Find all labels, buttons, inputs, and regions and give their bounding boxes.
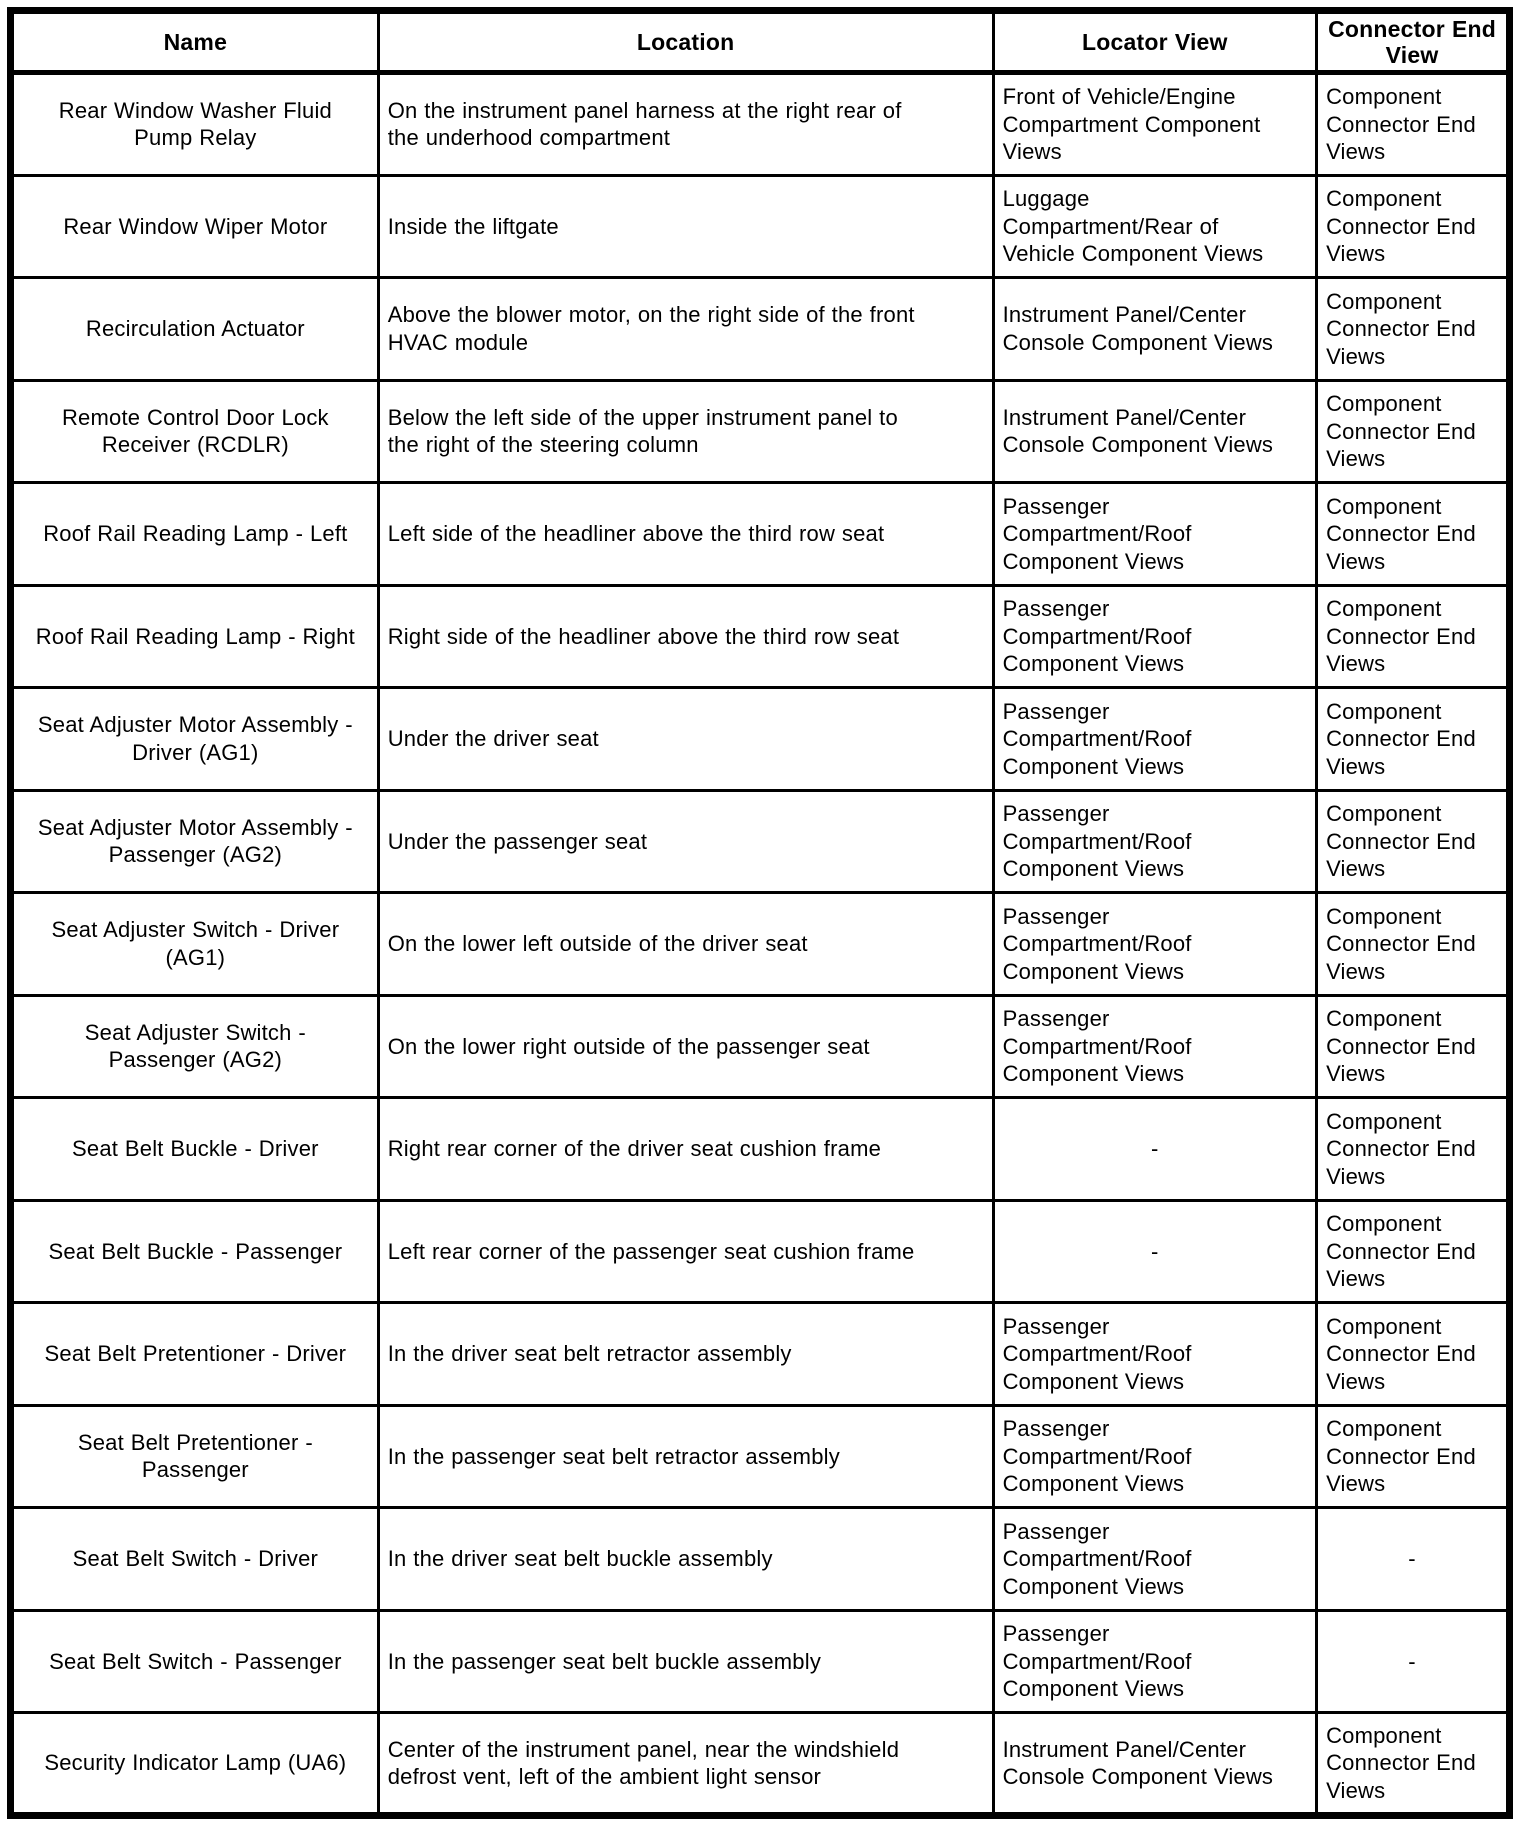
cell-location: Under the passenger seat [378, 790, 993, 893]
cell-connector-end-view: Component Connector End Views [1317, 1098, 1510, 1201]
cell-connector-end-view: Component Connector End Views [1317, 1405, 1510, 1508]
cell-locator-view: Passenger Compartment/Roof Component Views [993, 1405, 1317, 1508]
cell-name: Seat Adjuster Switch - Driver (AG1) [11, 893, 379, 996]
table-body [11, 73, 1510, 1816]
cell-name: Seat Adjuster Switch - Passenger (AG2) [11, 995, 379, 1098]
cell-name: Seat Belt Pretentioner - Driver [11, 1303, 379, 1406]
cell-locator-view: Passenger Compartment/Roof Component Views [993, 1303, 1317, 1406]
cell-locator-view: Passenger Compartment/Roof Component Views [993, 893, 1317, 996]
table-row [11, 278, 1510, 381]
cell-locator-view: Passenger Compartment/Roof Component Views [993, 483, 1317, 586]
cell-location: On the lower left outside of the driver seat [378, 893, 993, 996]
cell-connector-end-view: - [1317, 1610, 1510, 1713]
table-header-row [11, 11, 1510, 73]
cell-locator-view: Front of Vehicle/Engine Compartment Component Views [993, 73, 1317, 176]
cell-location: Left side of the headliner above the third row seat [378, 483, 993, 586]
table-row [11, 585, 1510, 688]
cell-location: In the driver seat belt buckle assembly [378, 1508, 993, 1611]
table-row [11, 688, 1510, 791]
cell-location: Right rear corner of the driver seat cushion frame [378, 1098, 993, 1201]
cell-name: Seat Adjuster Motor Assembly - Passenger (AG2) [11, 790, 379, 893]
cell-locator-view: Instrument Panel/Center Console Component Views [993, 1713, 1317, 1816]
cell-location: Under the driver seat [378, 688, 993, 791]
table-row [11, 380, 1510, 483]
table-row [11, 1713, 1510, 1816]
cell-locator-view: Instrument Panel/Center Console Component Views [993, 380, 1317, 483]
cell-connector-end-view: Component Connector End Views [1317, 380, 1510, 483]
cell-locator-view: Passenger Compartment/Roof Component Views [993, 585, 1317, 688]
cell-connector-end-view: Component Connector End Views [1317, 1713, 1510, 1816]
cell-connector-end-view: Component Connector End Views [1317, 483, 1510, 586]
cell-name: Seat Belt Pretentioner - Passenger [11, 1405, 379, 1508]
cell-connector-end-view: Component Connector End Views [1317, 175, 1510, 278]
column-header-name: Name [11, 11, 379, 73]
cell-name: Seat Belt Buckle - Driver [11, 1098, 379, 1201]
cell-name: Seat Belt Buckle - Passenger [11, 1200, 379, 1303]
cell-connector-end-view: Component Connector End Views [1317, 688, 1510, 791]
cell-location: Left rear corner of the passenger seat cushion frame [378, 1200, 993, 1303]
cell-locator-view: Passenger Compartment/Roof Component Views [993, 995, 1317, 1098]
cell-connector-end-view: Component Connector End Views [1317, 73, 1510, 176]
cell-connector-end-view: Component Connector End Views [1317, 278, 1510, 381]
table-row [11, 1303, 1510, 1406]
cell-locator-view: Passenger Compartment/Roof Component Views [993, 1508, 1317, 1611]
cell-locator-view: Luggage Compartment/Rear of Vehicle Component Views [993, 175, 1317, 278]
column-header-locator-view: Locator View [993, 11, 1317, 73]
cell-location: On the lower right outside of the passenger seat [378, 995, 993, 1098]
cell-locator-view: Passenger Compartment/Roof Component Views [993, 790, 1317, 893]
cell-connector-end-view: - [1317, 1508, 1510, 1611]
cell-locator-view: Passenger Compartment/Roof Component Views [993, 1610, 1317, 1713]
column-header-connector-end-view: Connector End View [1317, 11, 1510, 73]
cell-locator-view: - [993, 1098, 1317, 1201]
table-row [11, 483, 1510, 586]
table-row [11, 73, 1510, 176]
table-row [11, 995, 1510, 1098]
cell-location: Center of the instrument panel, near the windshield defrost vent, left of the ambient light sensor [378, 1713, 993, 1816]
cell-name: Rear Window Washer Fluid Pump Relay [11, 73, 379, 176]
cell-locator-view: Instrument Panel/Center Console Component Views [993, 278, 1317, 381]
cell-connector-end-view: Component Connector End Views [1317, 790, 1510, 893]
cell-name: Seat Belt Switch - Passenger [11, 1610, 379, 1713]
cell-connector-end-view: Component Connector End Views [1317, 1303, 1510, 1406]
table-row [11, 175, 1510, 278]
cell-name: Recirculation Actuator [11, 278, 379, 381]
cell-name: Roof Rail Reading Lamp - Left [11, 483, 379, 586]
table-row [11, 1200, 1510, 1303]
cell-name: Roof Rail Reading Lamp - Right [11, 585, 379, 688]
cell-location: In the passenger seat belt retractor assembly [378, 1405, 993, 1508]
cell-location: In the driver seat belt retractor assembly [378, 1303, 993, 1406]
cell-location: Right side of the headliner above the third row seat [378, 585, 993, 688]
cell-location: In the passenger seat belt buckle assembly [378, 1610, 993, 1713]
cell-connector-end-view: Component Connector End Views [1317, 585, 1510, 688]
table-row [11, 790, 1510, 893]
table-row [11, 1098, 1510, 1201]
cell-connector-end-view: Component Connector End Views [1317, 893, 1510, 996]
cell-location: Inside the liftgate [378, 175, 993, 278]
cell-name: Security Indicator Lamp (UA6) [11, 1713, 379, 1816]
cell-location: Below the left side of the upper instrument panel to the right of the steering column [378, 380, 993, 483]
cell-connector-end-view: Component Connector End Views [1317, 1200, 1510, 1303]
table-row [11, 1508, 1510, 1611]
column-header-location: Location [378, 11, 993, 73]
cell-name: Rear Window Wiper Motor [11, 175, 379, 278]
cell-locator-view: Passenger Compartment/Roof Component Views [993, 688, 1317, 791]
cell-name: Seat Adjuster Motor Assembly - Driver (AG1) [11, 688, 379, 791]
cell-name: Seat Belt Switch - Driver [11, 1508, 379, 1611]
table-row [11, 1610, 1510, 1713]
cell-location: Above the blower motor, on the right side of the front HVAC module [378, 278, 993, 381]
cell-location: On the instrument panel harness at the right rear of the underhood compartment [378, 73, 993, 176]
cell-name: Remote Control Door Lock Receiver (RCDLR) [11, 380, 379, 483]
cell-locator-view: - [993, 1200, 1317, 1303]
component-location-table [7, 7, 1513, 1819]
table-row [11, 1405, 1510, 1508]
cell-connector-end-view: Component Connector End Views [1317, 995, 1510, 1098]
table-row [11, 893, 1510, 996]
